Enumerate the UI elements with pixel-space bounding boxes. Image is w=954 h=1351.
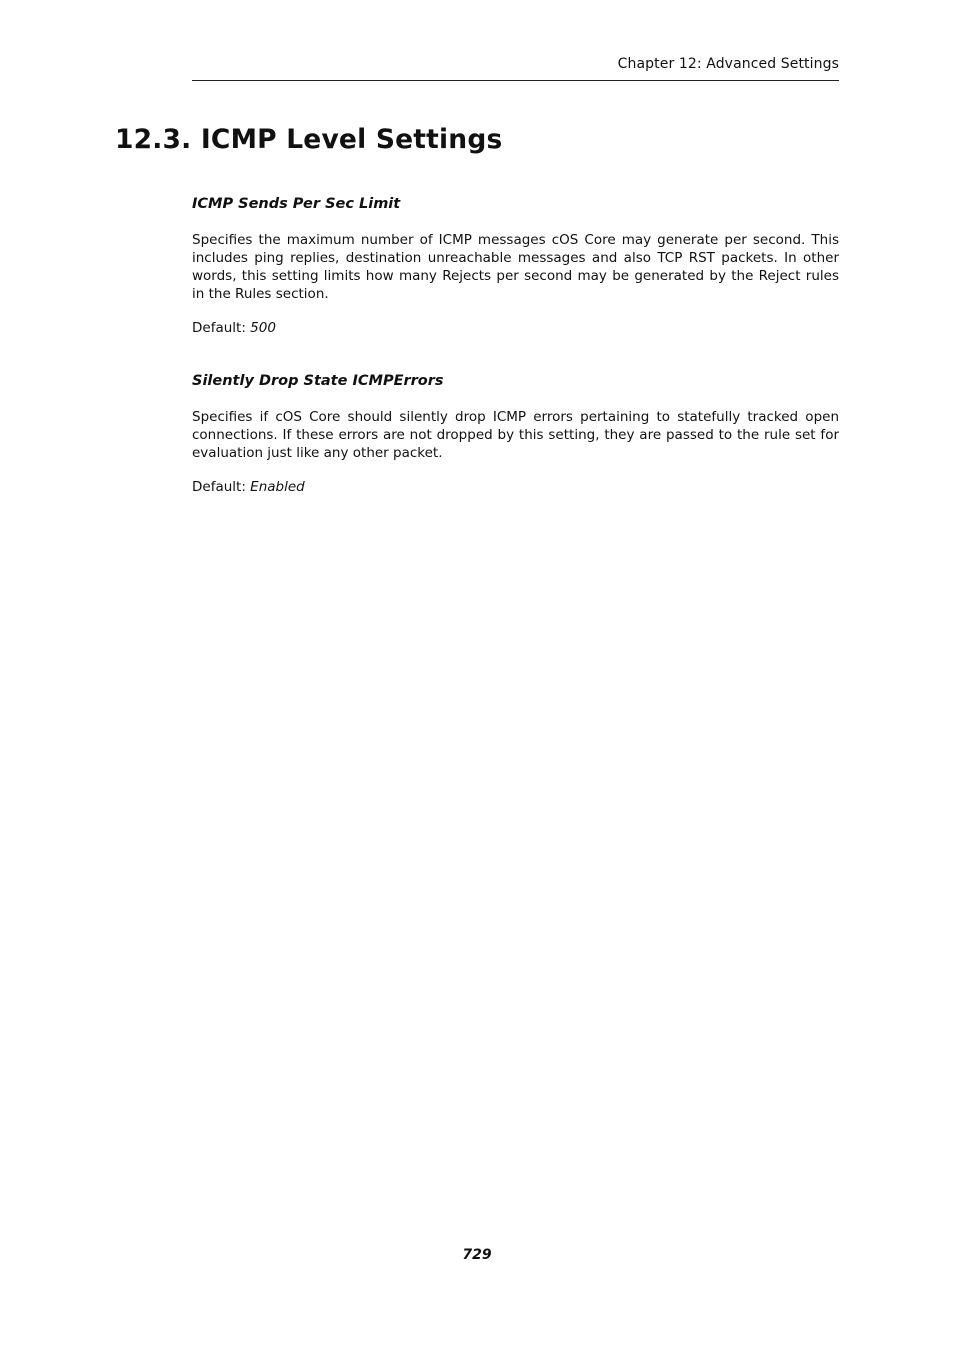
setting-silently-drop-state-icmperrors — [192, 371, 839, 496]
settings-content — [192, 194, 839, 496]
setting-title: Silently Drop State ICMPErrors — [192, 373, 444, 389]
setting-description: Specifies if cOS Core should silently drop ICMP errors pertaining to statefully tracked open connections. If these errors are not dropped by this setting, they are passed to the rule set for evaluation just like any other packet. — [192, 409, 839, 461]
setting-icmp-sends-per-sec-limit — [192, 194, 839, 337]
setting-title: ICMP Sends Per Sec Limit — [192, 196, 401, 212]
setting-description: Specifies the maximum number of ICMP messages cOS Core may generate per second. This includes ping replies, destination unreachable messages and also TCP RST packets. In other words, this setting limits how many Rejects per second may be generated by the Reject rules in the Rules section. — [192, 232, 839, 302]
default-value: Enabled — [250, 479, 305, 495]
default-value: 500 — [250, 320, 276, 336]
running-head: Chapter 12: Advanced Settings — [617, 56, 839, 72]
page-number: 729 — [462, 1247, 492, 1263]
setting-default — [192, 478, 839, 496]
setting-default — [192, 319, 839, 337]
page-header — [192, 54, 839, 81]
section-title: 12.3. ICMP Level Settings — [115, 124, 503, 155]
default-label: Default: — [192, 479, 251, 495]
default-label: Default: — [192, 320, 251, 336]
